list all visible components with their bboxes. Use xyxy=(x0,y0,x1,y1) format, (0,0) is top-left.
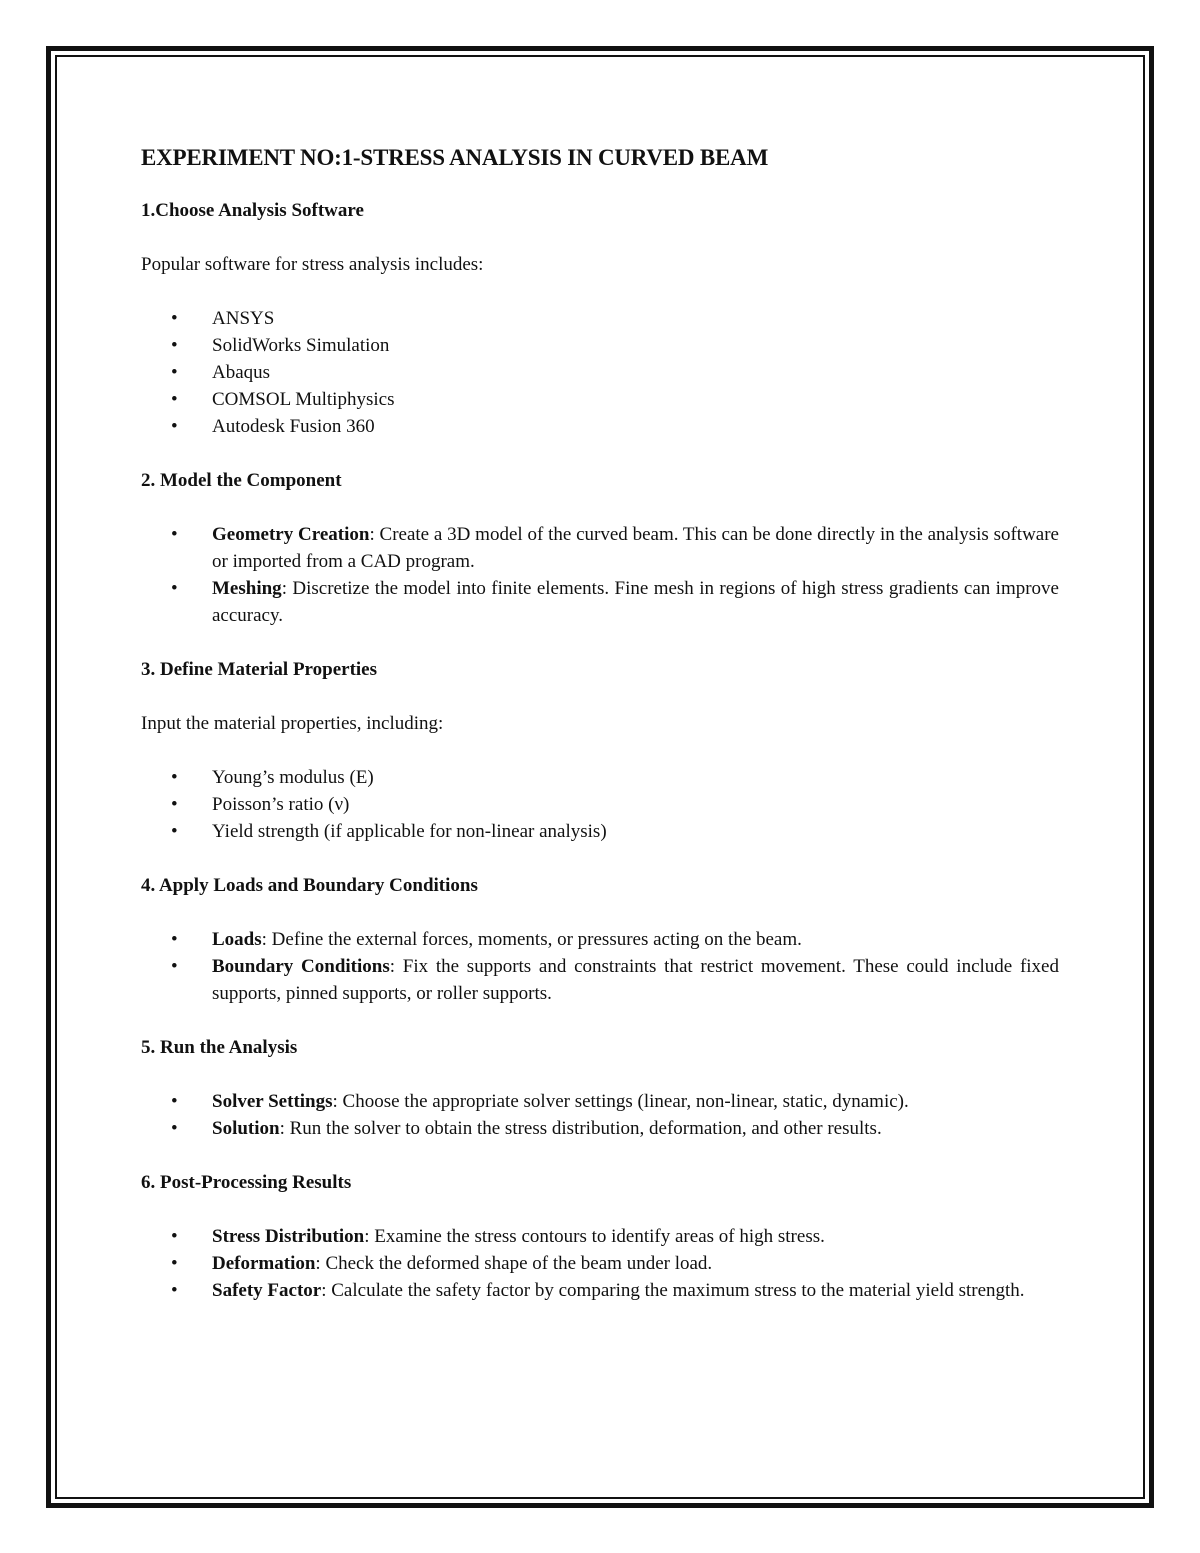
bullet-icon: • xyxy=(171,1091,178,1112)
section-heading-material: 3. Define Material Properties xyxy=(141,659,378,680)
list-item xyxy=(141,521,1059,575)
bullet-icon: • xyxy=(171,1226,178,1247)
list-item-text: : Calculate the safety factor by comparing the maximum stress to the material yield strength. xyxy=(321,1280,1025,1301)
list-item xyxy=(141,1277,1059,1304)
list-item-term: Deformation xyxy=(212,1253,316,1274)
section-heading-software: 1.Choose Analysis Software xyxy=(141,200,364,221)
bullet-icon: • xyxy=(171,1280,178,1301)
section-heading-postprocessing: 6. Post-Processing Results xyxy=(141,1172,352,1193)
list-item: • Autodesk Fusion 360 xyxy=(141,413,1059,440)
bullet-icon: • xyxy=(171,335,178,356)
list-item xyxy=(141,1088,1059,1115)
list-item-text: : Choose the appropriate solver settings (linear, non-linear, static, dynamic). xyxy=(332,1091,909,1112)
list-item xyxy=(141,1223,1059,1250)
bullet-icon: • xyxy=(171,929,178,950)
section-heading-model: 2. Model the Component xyxy=(141,470,342,491)
list-item-text: : Run the solver to obtain the stress distribution, deformation, and other results. xyxy=(279,1118,882,1139)
bullet-icon: • xyxy=(171,794,178,815)
list-item-text: : Discretize the model into finite elements. Fine mesh in regions of high stress gradients can improve accuracy. xyxy=(212,578,1059,626)
list-item: • COMSOL Multiphysics xyxy=(141,386,1059,413)
list-item xyxy=(141,953,1059,1007)
list-item-term: Stress Distribution xyxy=(212,1226,365,1247)
section-heading-loads: 4. Apply Loads and Boundary Conditions xyxy=(141,875,478,896)
list-item: • Young’s modulus (E) xyxy=(141,764,1059,791)
bullet-icon: • xyxy=(171,767,178,788)
list-item: • ANSYS xyxy=(141,305,1059,332)
bullet-icon: • xyxy=(171,956,178,977)
list-item-text: : Define the external forces, moments, or pressures acting on the beam. xyxy=(261,929,802,950)
bullet-icon: • xyxy=(171,1118,178,1139)
document-body xyxy=(141,141,1059,1331)
list-item-term: Solver Settings xyxy=(212,1091,333,1112)
list-item: • Yield strength (if applicable for non-linear analysis) xyxy=(141,818,1059,845)
loads-list xyxy=(141,926,1059,1007)
material-intro: Input the material properties, including: xyxy=(141,713,444,734)
list-item-text: : Examine the stress contours to identify areas of high stress. xyxy=(364,1226,825,1247)
list-item-term: Safety Factor xyxy=(212,1280,322,1301)
software-list xyxy=(141,305,1059,440)
list-item-text: : Create a 3D model of the curved beam. This can be done directly in the analysis software or imported from a CAD program. xyxy=(212,524,1059,572)
bullet-icon: • xyxy=(171,524,178,545)
software-intro: Popular software for stress analysis includes: xyxy=(141,254,484,275)
bullet-icon: • xyxy=(171,308,178,329)
bullet-icon: • xyxy=(171,362,178,383)
list-item-term: Solution xyxy=(212,1118,280,1139)
list-item: • Poisson’s ratio (ν) xyxy=(141,791,1059,818)
list-item-term: Meshing xyxy=(212,578,282,599)
list-item-term: Geometry Creation xyxy=(212,524,370,545)
list-item xyxy=(141,926,1059,953)
list-item xyxy=(141,1115,1059,1142)
bullet-icon: • xyxy=(171,416,178,437)
list-item-term: Loads xyxy=(212,929,262,950)
run-list xyxy=(141,1088,1059,1142)
list-item xyxy=(141,575,1059,629)
postprocessing-list xyxy=(141,1223,1059,1304)
list-item-text: : Fix the supports and constraints that restrict movement. These could include fixed supports, pinned supports, or roller supports. xyxy=(212,956,1059,1004)
document-title: EXPERIMENT NO:1-STRESS ANALYSIS IN CURVED BEAM xyxy=(141,145,769,170)
list-item-term: Boundary Conditions xyxy=(212,956,390,977)
section-heading-run: 5. Run the Analysis xyxy=(141,1037,298,1058)
model-list xyxy=(141,521,1059,629)
bullet-icon: • xyxy=(171,821,178,842)
list-item-text: : Check the deformed shape of the beam under load. xyxy=(315,1253,713,1274)
list-item xyxy=(141,1250,1059,1277)
bullet-icon: • xyxy=(171,1253,178,1274)
list-item: • SolidWorks Simulation xyxy=(141,332,1059,359)
material-list xyxy=(141,764,1059,845)
bullet-icon: • xyxy=(171,578,178,599)
bullet-icon: • xyxy=(171,389,178,410)
list-item: • Abaqus xyxy=(141,359,1059,386)
